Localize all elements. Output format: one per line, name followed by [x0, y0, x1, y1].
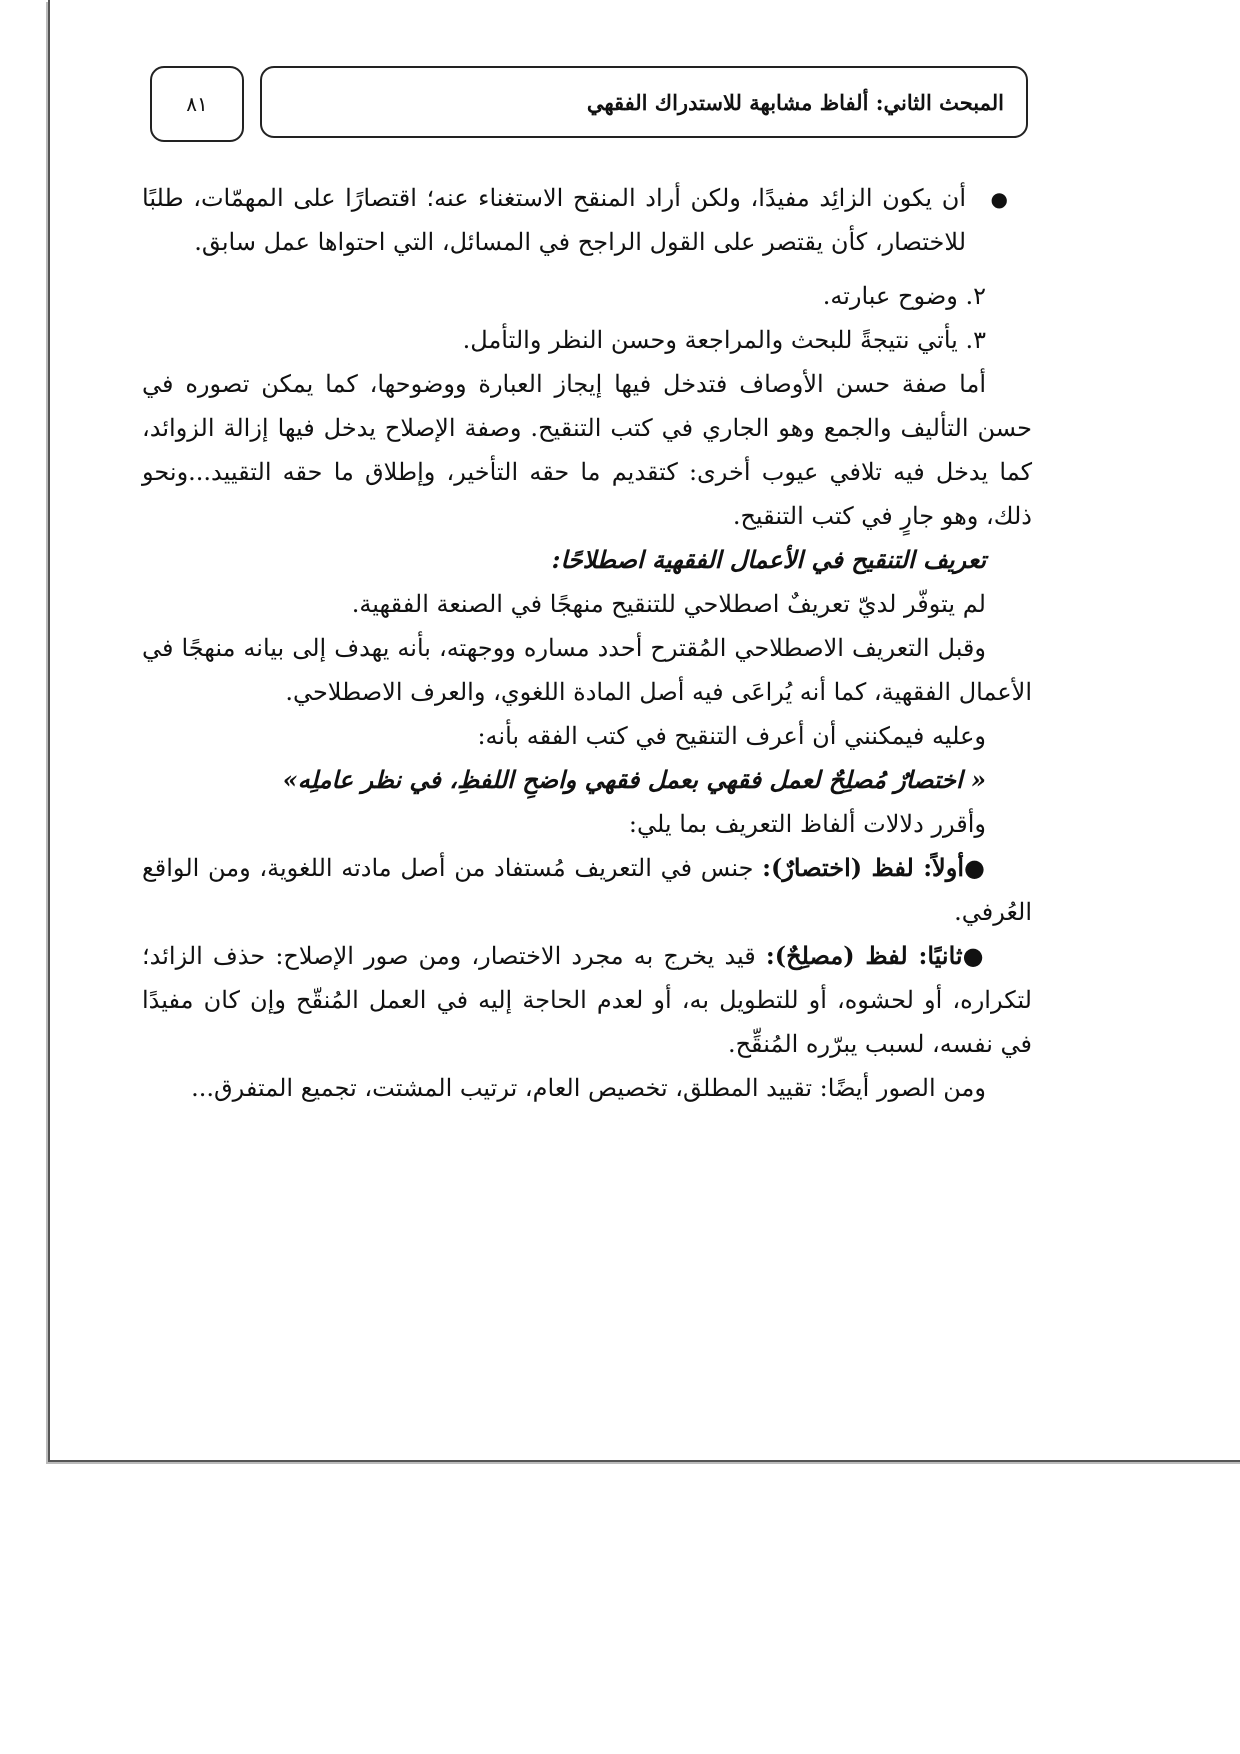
- definition-quote: « اختصارٌ مُصلِحٌ لعمل فقهي بعمل فقهي واضحِ اللفظِ، في نظر عاملِه»: [282, 765, 986, 794]
- header-title: المبحث الثاني: ألفاظ مشابهة للاستدراك الفقهي: [586, 89, 1004, 115]
- bullet-dot: ●: [990, 187, 1008, 211]
- page-number: [150, 66, 244, 142]
- term-2-text: قيد يخرج به مجرد الاختصار، ومن صور الإصلاح: حذف الزائد؛ لتكراره، أو لحشوه، أو للتطويل به، أو لعدم الحاجة إليه في العمل المُنقّح وإن كان مفيدًا في نفسه، لسبب يبرّره المُنقِّح.: [142, 942, 1032, 1058]
- paragraph-attributes: أما صفة حسن الأوصاف فتدخل فيها إيجاز العبارة ووضوحها، كما يمكن تصوره في حسن التأليف والجمع وهو الجاري في كتب التنقيح. وصفة الإصلاح يدخل فيها إزالة الزوائد، كما يدخل فيه تلافي عيوب أخرى: كتقديم ما حقه التأخير، وإطلاق ما حقه التقييد...ونحو ذلك، وهو جارٍ في كتب التنقيح.: [142, 370, 1032, 530]
- page-number-text: ٨١: [186, 92, 208, 116]
- definition-term-1: [142, 846, 1032, 934]
- definition-term-2: [142, 934, 1032, 1066]
- paragraph-definition-path: وقبل التعريف الاصطلاحي المُقترح أحدد مساره ووجهته، بأنه يهدف إلى بيانه منهجًا في الأعمال الفقهية، كما أنه يُراعَى فيه أصل المادة اللغوي، والعرف الاصطلاحي.: [142, 634, 1032, 706]
- term-1-text: جنس في التعريف مُستفاد من أصل مادته اللغوية، ومن الواقع العُرفي.: [142, 854, 1032, 926]
- paragraph-no-definition: لم يتوفّر لديّ تعريفٌ اصطلاحي للتنقيح منهجًا في الصنعة الفقهية.: [351, 590, 986, 618]
- section-subheading: تعريف التنقيح في الأعمال الفقهية اصطلاحًا:: [551, 545, 986, 574]
- term-2-label: ثانيًا: لفظ (مصلِحٌ):: [765, 941, 963, 970]
- bullet-dot: ●: [962, 942, 986, 970]
- page-body: [142, 176, 1032, 1110]
- bullet-list-item: [142, 176, 1032, 264]
- bullet-dot: ●: [964, 854, 987, 882]
- numbered-item-3: ٣. يأتي نتيجةً للبحث والمراجعة وحسن النظر والتأمل.: [462, 326, 986, 354]
- numbered-item-2: ٢. وضوح عبارته.: [822, 282, 986, 310]
- running-header: [260, 66, 1028, 138]
- bullet-text: أن يكون الزائِد مفيدًا، ولكن أراد المنقح الاستغناء عنه؛ اقتصارًا على المهمّات، طلبًا للاختصار، كأن يقتصر على القول الراجح في المسائل، التي احتواها عمل سابق.: [142, 184, 966, 256]
- paragraph-intro-definition: وعليه فيمكنني أن أعرف التنقيح في كتب الفقه بأنه:: [477, 722, 986, 750]
- paragraph-definition-terms: وأقرر دلالات ألفاظ التعريف بما يلي:: [628, 810, 986, 838]
- paragraph-other-forms: ومن الصور أيضًا: تقييد المطلق، تخصيص العام، ترتيب المشتت، تجميع المتفرق...: [191, 1074, 986, 1102]
- term-1-label: أولاً: لفظ (اختصارٌ):: [762, 853, 965, 882]
